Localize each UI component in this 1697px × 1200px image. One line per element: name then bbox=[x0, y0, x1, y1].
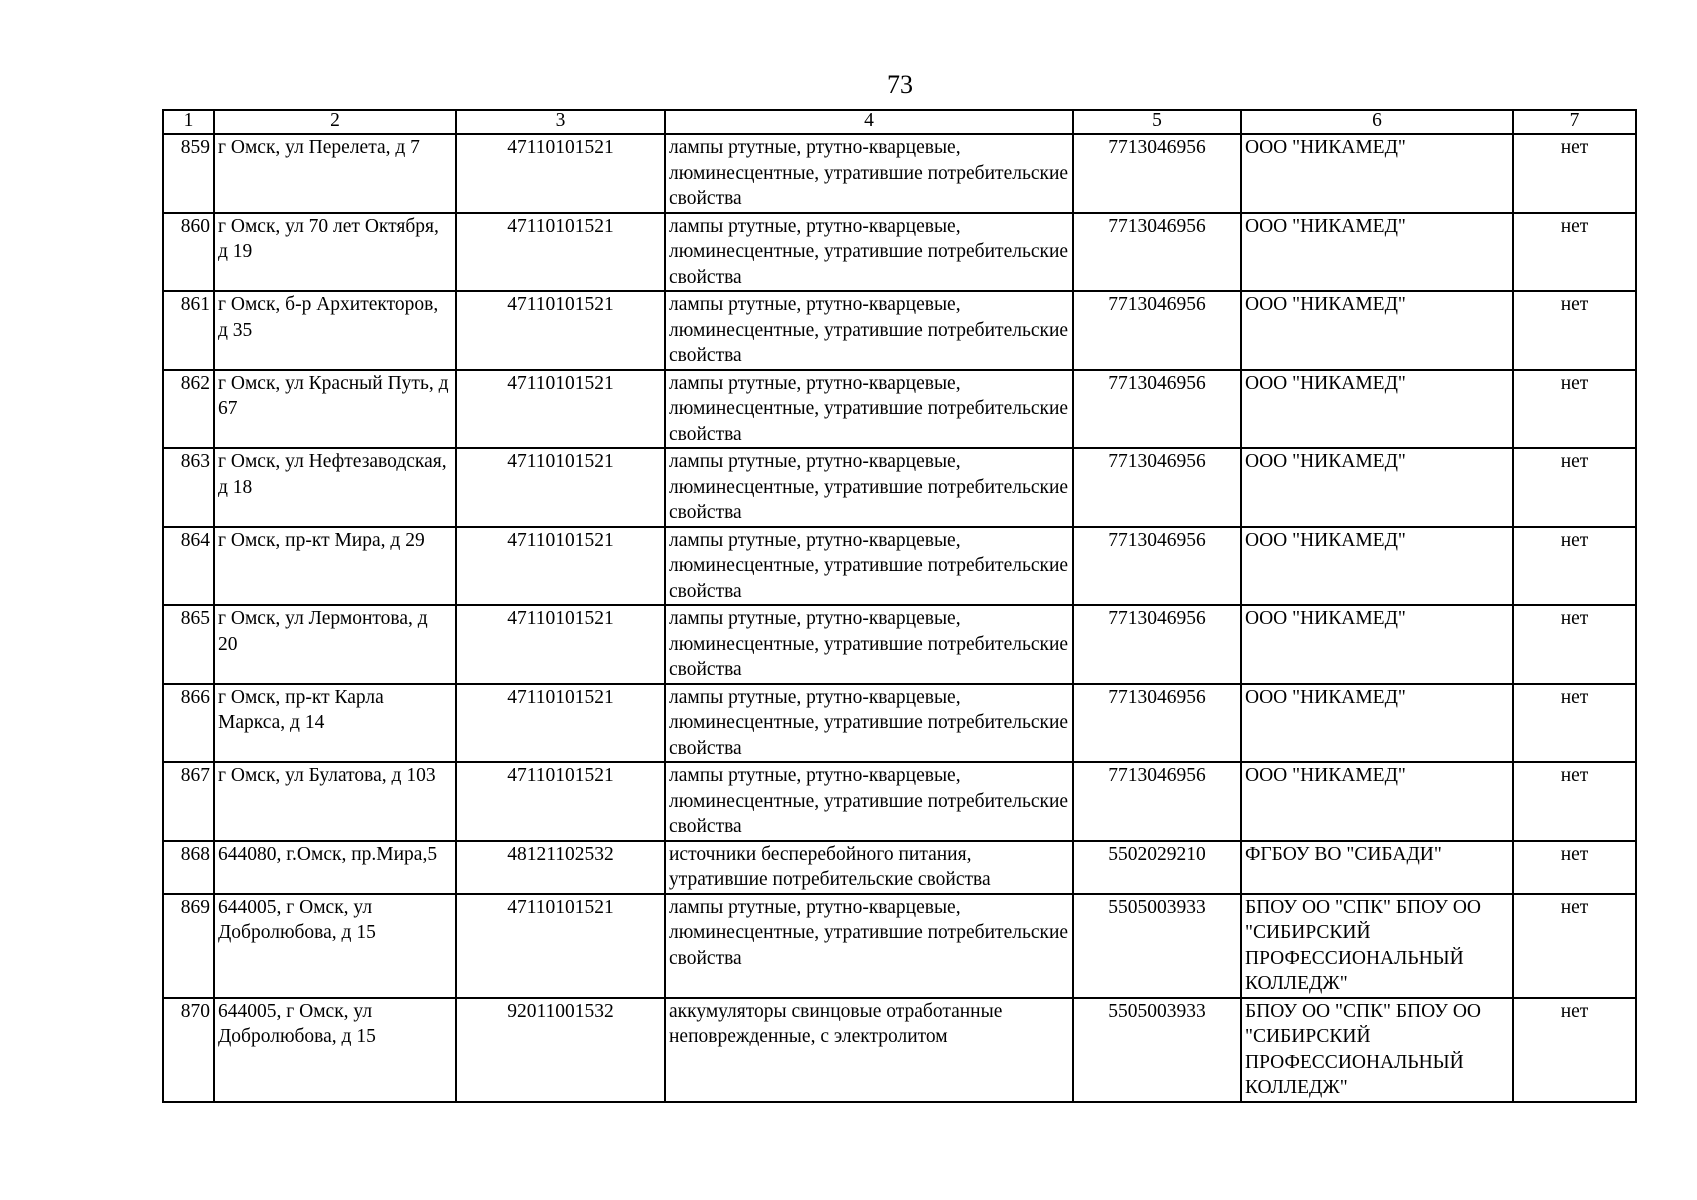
organization-cell: ООО "НИКАМЕД" bbox=[1241, 213, 1513, 292]
waste-code-cell: 47110101521 bbox=[456, 448, 665, 527]
row-number: 865 bbox=[163, 605, 214, 684]
table-row bbox=[163, 684, 1636, 763]
flag-cell: нет bbox=[1513, 291, 1636, 370]
inn-cell: 7713046956 bbox=[1073, 684, 1241, 763]
waste-description-cell: лампы ртутные, ртутно-кварцевые, люминесцентные, утратившие потребительские свойства bbox=[665, 605, 1073, 684]
inn-cell: 7713046956 bbox=[1073, 605, 1241, 684]
inn-cell: 7713046956 bbox=[1073, 370, 1241, 449]
table-row bbox=[163, 370, 1636, 449]
waste-description-cell: лампы ртутные, ртутно-кварцевые, люминесцентные, утратившие потребительские свойства bbox=[665, 291, 1073, 370]
address-cell: 644080, г.Омск, пр.Мира,5 bbox=[214, 841, 456, 894]
organization-cell: ООО "НИКАМЕД" bbox=[1241, 684, 1513, 763]
waste-description-cell: лампы ртутные, ртутно-кварцевые, люминесцентные, утратившие потребительские свойства bbox=[665, 762, 1073, 841]
flag-cell: нет bbox=[1513, 213, 1636, 292]
column-header: 5 bbox=[1073, 110, 1241, 134]
waste-code-cell: 92011001532 bbox=[456, 998, 665, 1102]
column-header: 7 bbox=[1513, 110, 1636, 134]
waste-code-cell: 47110101521 bbox=[456, 134, 665, 213]
column-header: 2 bbox=[214, 110, 456, 134]
inn-cell: 7713046956 bbox=[1073, 448, 1241, 527]
flag-cell: нет bbox=[1513, 998, 1636, 1102]
organization-cell: ООО "НИКАМЕД" bbox=[1241, 448, 1513, 527]
column-header: 3 bbox=[456, 110, 665, 134]
waste-code-cell: 47110101521 bbox=[456, 894, 665, 998]
table-row bbox=[163, 841, 1636, 894]
flag-cell: нет bbox=[1513, 527, 1636, 606]
waste-register-table bbox=[162, 109, 1637, 1103]
flag-cell: нет bbox=[1513, 448, 1636, 527]
address-cell: г Омск, б-р Архитекторов, д 35 bbox=[214, 291, 456, 370]
address-cell: г Омск, ул Лермонтова, д 20 bbox=[214, 605, 456, 684]
flag-cell: нет bbox=[1513, 370, 1636, 449]
waste-description-cell: лампы ртутные, ртутно-кварцевые, люминесцентные, утратившие потребительские свойства bbox=[665, 370, 1073, 449]
inn-cell: 5502029210 bbox=[1073, 841, 1241, 894]
inn-cell: 5505003933 bbox=[1073, 998, 1241, 1102]
organization-cell: ФГБОУ ВО "СИБАДИ" bbox=[1241, 841, 1513, 894]
waste-code-cell: 48121102532 bbox=[456, 841, 665, 894]
organization-cell: БПОУ ОО "СПК" БПОУ ОО "СИБИРСКИЙ ПРОФЕССИОНАЛЬНЫЙ КОЛЛЕДЖ" bbox=[1241, 894, 1513, 998]
waste-description-cell: лампы ртутные, ртутно-кварцевые, люминесцентные, утратившие потребительские свойства bbox=[665, 684, 1073, 763]
address-cell: 644005, г Омск, ул Добролюбова, д 15 bbox=[214, 894, 456, 998]
flag-cell: нет bbox=[1513, 684, 1636, 763]
address-cell: г Омск, пр-кт Мира, д 29 bbox=[214, 527, 456, 606]
waste-description-cell: лампы ртутные, ртутно-кварцевые, люминесцентные, утратившие потребительские свойства bbox=[665, 527, 1073, 606]
waste-description-cell: лампы ртутные, ртутно-кварцевые, люминесцентные, утратившие потребительские свойства bbox=[665, 894, 1073, 998]
inn-cell: 7713046956 bbox=[1073, 291, 1241, 370]
table-row bbox=[163, 527, 1636, 606]
row-number: 864 bbox=[163, 527, 214, 606]
column-header: 6 bbox=[1241, 110, 1513, 134]
row-number: 861 bbox=[163, 291, 214, 370]
address-cell: г Омск, ул Булатова, д 103 bbox=[214, 762, 456, 841]
address-cell: г Омск, ул 70 лет Октября, д 19 bbox=[214, 213, 456, 292]
waste-description-cell: лампы ртутные, ртутно-кварцевые, люминесцентные, утратившие потребительские свойства bbox=[665, 448, 1073, 527]
row-number: 862 bbox=[163, 370, 214, 449]
table-row bbox=[163, 605, 1636, 684]
row-number: 859 bbox=[163, 134, 214, 213]
waste-description-cell: лампы ртутные, ртутно-кварцевые, люминесцентные, утратившие потребительские свойства bbox=[665, 213, 1073, 292]
organization-cell: БПОУ ОО "СПК" БПОУ ОО "СИБИРСКИЙ ПРОФЕССИОНАЛЬНЫЙ КОЛЛЕДЖ" bbox=[1241, 998, 1513, 1102]
row-number: 868 bbox=[163, 841, 214, 894]
organization-cell: ООО "НИКАМЕД" bbox=[1241, 762, 1513, 841]
table-row bbox=[163, 998, 1636, 1102]
address-cell: г Омск, ул Перелета, д 7 bbox=[214, 134, 456, 213]
organization-cell: ООО "НИКАМЕД" bbox=[1241, 370, 1513, 449]
waste-code-cell: 47110101521 bbox=[456, 684, 665, 763]
organization-cell: ООО "НИКАМЕД" bbox=[1241, 527, 1513, 606]
waste-code-cell: 47110101521 bbox=[456, 213, 665, 292]
organization-cell: ООО "НИКАМЕД" bbox=[1241, 134, 1513, 213]
row-number: 863 bbox=[163, 448, 214, 527]
table-row bbox=[163, 894, 1636, 998]
organization-cell: ООО "НИКАМЕД" bbox=[1241, 605, 1513, 684]
row-number: 869 bbox=[163, 894, 214, 998]
flag-cell: нет bbox=[1513, 134, 1636, 213]
column-number-row bbox=[163, 110, 1636, 134]
column-header: 1 bbox=[163, 110, 214, 134]
flag-cell: нет bbox=[1513, 605, 1636, 684]
table-row bbox=[163, 134, 1636, 213]
flag-cell: нет bbox=[1513, 762, 1636, 841]
inn-cell: 7713046956 bbox=[1073, 527, 1241, 606]
column-header: 4 bbox=[665, 110, 1073, 134]
waste-description-cell: лампы ртутные, ртутно-кварцевые, люминесцентные, утратившие потребительские свойства bbox=[665, 134, 1073, 213]
row-number: 867 bbox=[163, 762, 214, 841]
row-number: 860 bbox=[163, 213, 214, 292]
waste-code-cell: 47110101521 bbox=[456, 370, 665, 449]
inn-cell: 5505003933 bbox=[1073, 894, 1241, 998]
inn-cell: 7713046956 bbox=[1073, 762, 1241, 841]
table-row bbox=[163, 213, 1636, 292]
flag-cell: нет bbox=[1513, 841, 1636, 894]
organization-cell: ООО "НИКАМЕД" bbox=[1241, 291, 1513, 370]
waste-description-cell: источники бесперебойного питания, утратившие потребительские свойства bbox=[665, 841, 1073, 894]
waste-code-cell: 47110101521 bbox=[456, 605, 665, 684]
row-number: 866 bbox=[163, 684, 214, 763]
inn-cell: 7713046956 bbox=[1073, 134, 1241, 213]
row-number: 870 bbox=[163, 998, 214, 1102]
address-cell: г Омск, ул Нефтезаводская, д 18 bbox=[214, 448, 456, 527]
table-row bbox=[163, 762, 1636, 841]
inn-cell: 7713046956 bbox=[1073, 213, 1241, 292]
waste-description-cell: аккумуляторы свинцовые отработанные неповрежденные, с электролитом bbox=[665, 998, 1073, 1102]
waste-code-cell: 47110101521 bbox=[456, 291, 665, 370]
flag-cell: нет bbox=[1513, 894, 1636, 998]
table-row bbox=[163, 291, 1636, 370]
address-cell: 644005, г Омск, ул Добролюбова, д 15 bbox=[214, 998, 456, 1102]
waste-code-cell: 47110101521 bbox=[456, 527, 665, 606]
table-row bbox=[163, 448, 1636, 527]
address-cell: г Омск, ул Красный Путь, д 67 bbox=[214, 370, 456, 449]
address-cell: г Омск, пр-кт Карла Маркса, д 14 bbox=[214, 684, 456, 763]
waste-code-cell: 47110101521 bbox=[456, 762, 665, 841]
page-number: 73 bbox=[887, 70, 913, 99]
